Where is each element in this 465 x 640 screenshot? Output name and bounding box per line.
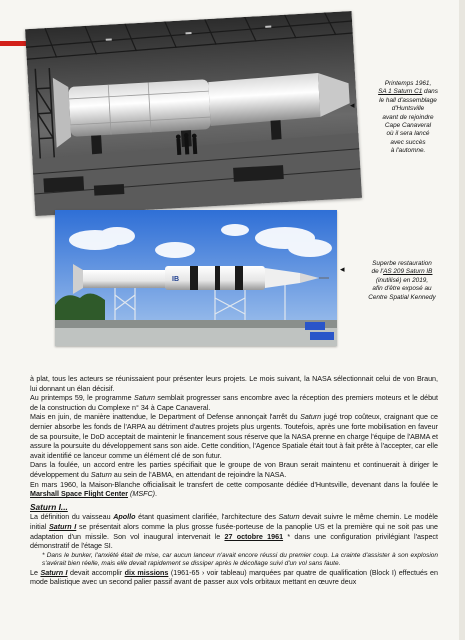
- article-body: [30, 375, 438, 588]
- photo-assembly-hall: [25, 11, 362, 216]
- caption-arrow-icon: ◂: [350, 100, 355, 110]
- paragraph: Le Saturn I devait accomplir dix missions (1961-65 › voir tableau) marquées par quatre de qualification (Block I) effectués en mode balistique avec un second palier passif avant de passer aux vols orbitaux mettant en œuvre deux: [30, 568, 438, 587]
- section-heading: Saturn I...: [30, 501, 68, 512]
- paragraph: Mais en juin, de manière inattendue, le Department of Defense annonçait l'arrêt du Saturn jugé trop coûteux, craignant que ce dernier absorbe les fonds de l'ARPA au détriment d'autres projets plus urgents. Toutefois, après une forte mobilisation en faveur de sa poursuite, le DoD acceptait de maintenir le financement sous réserve que la NASA prenne en charge l'équipe de l'ABMA et assure la poursuite du développement sans son aide. Cette condition, l'Agence Spatiale était tout à fait prête à l'accepter, car elle avait identifié ce lanceur comme un élément clé de son futur.: [30, 413, 438, 460]
- footnote: * Dans le bunker, l'anxiété était de mise, car aucun lanceur n'avait encore réussi du premier coup. La crainte d'assister à son explosion s'avérait bien réelle, mais elle devait rapidement se dissiper après le décollage suivi d'un vol sans faute.: [42, 551, 438, 568]
- caption-arrow-icon: ◂: [340, 264, 345, 274]
- caption-saturn-ib: Superbe restauration de l'AS 209 Saturn IB (inutilisé) en 2019, afin d'être exposé au Centre Spatial Kennedy: [368, 260, 436, 301]
- paragraph: Au printemps 59, le programme Saturn semblait progresser sans encombre avec la réception des premiers moteurs et le début de la construction du Complexe n° 34 à Cape Canaveral.: [30, 394, 439, 412]
- paragraph: En mars 1960, la Maison-Blanche officialisait le transfert de cette composante dédiée d'Huntsville, devenant dans la foulée le Marshall Space Flight Center (MSFC).: [30, 480, 438, 499]
- caption-assembly-hall: Printemps 1961, SA 1 Saturn C1 dans le hall d'assemblage d'Huntsville avant de rejoindre Cape Canaveral où il sera lancé avec succès à l'automne.: [378, 80, 438, 155]
- paragraph: à plat, tous les acteurs se réunissaient pour présenter leurs projets. Le mois suivant, la NASA sélectionnait celui de von Braun, lui donnant un élan décisif.: [30, 375, 438, 393]
- paragraph: La définition du vaisseau Apollo étant quasiment clarifiée, l'architecture des Saturn devait suivre le même chemin. Le modèle initial Saturn I se présentait alors comme la plus grosse fusée-porteuse de la panoplie US et la première qui ne soit pas une adaptation d'un missile. Son vol inaugural intervenait le 27 octobre 1961 * dans une configuration privilégiant l'aspect démonstratif de l'étage SI.: [30, 513, 438, 551]
- photo-saturn-ib-display: [55, 210, 337, 346]
- paragraph: Dans la foulée, un accord entre les parties spécifiait que le groupe de von Braun serait maintenu et continuerait à diriger le développement du Saturn au sein de l'ABMA, en attendant de rejoindre la NASA.: [30, 461, 438, 479]
- page-edge: [459, 0, 465, 640]
- rocket-marking: IB: [172, 276, 179, 283]
